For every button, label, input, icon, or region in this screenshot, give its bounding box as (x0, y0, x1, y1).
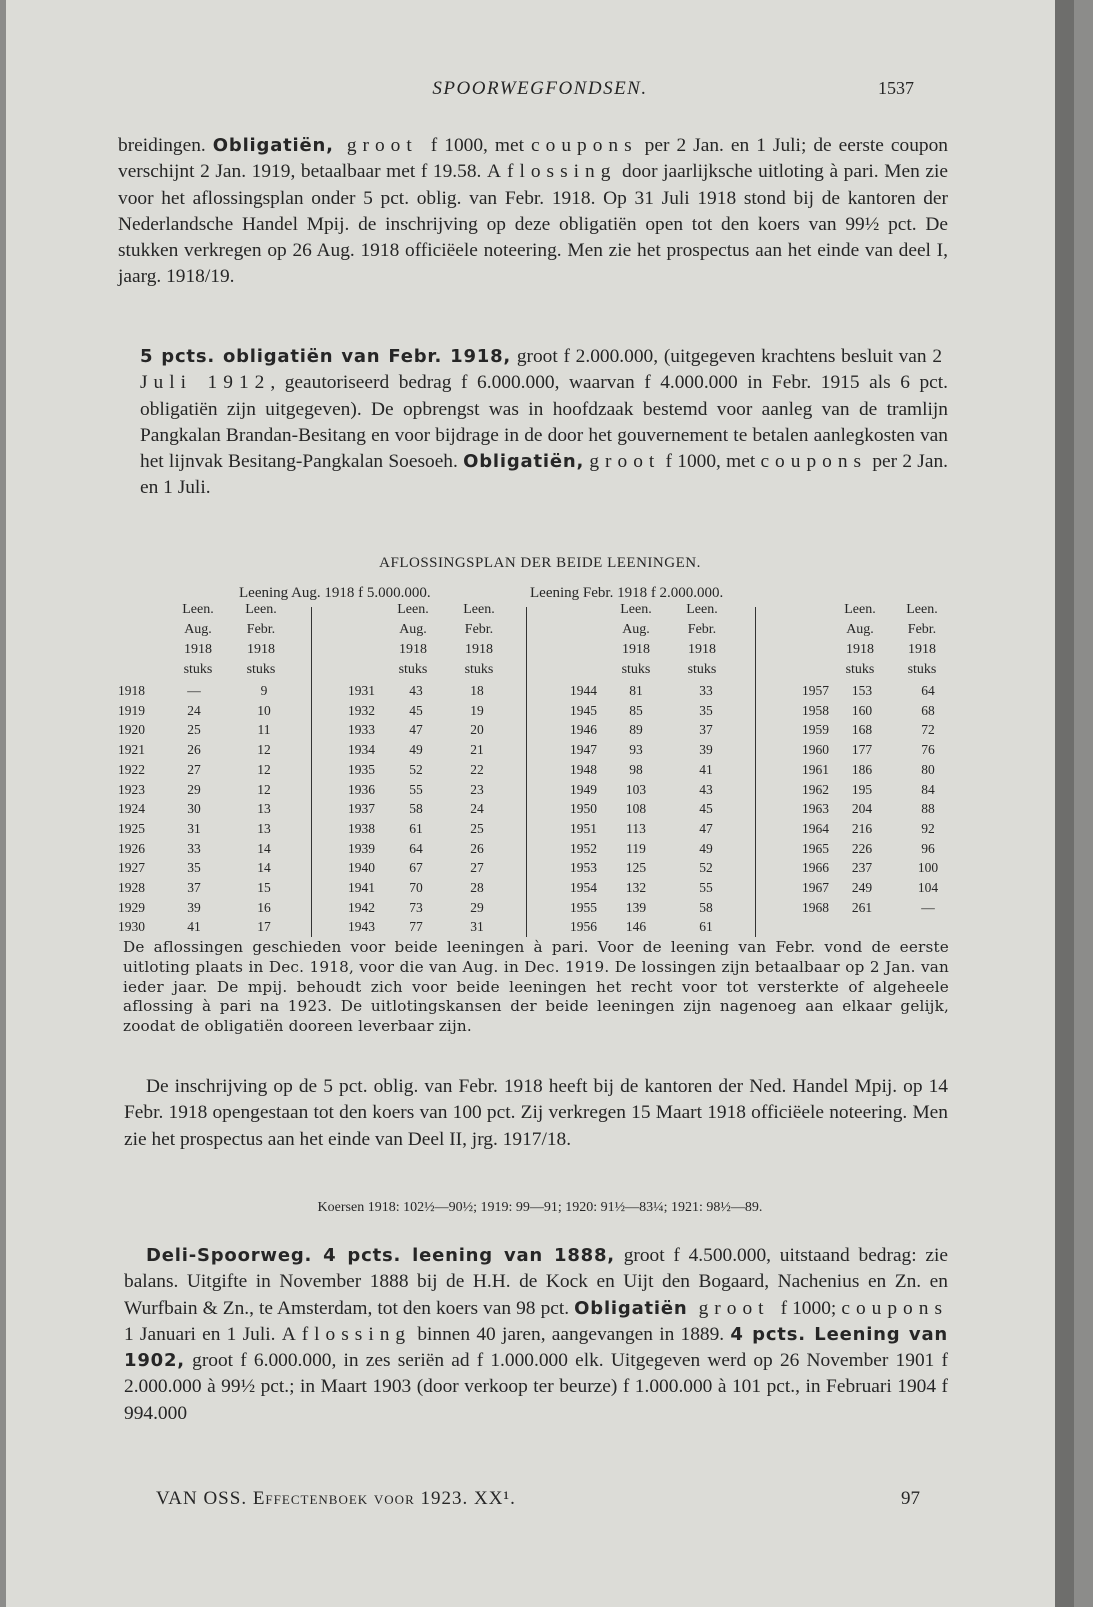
year-cell: 1935 (348, 761, 375, 777)
column-separator (755, 607, 756, 937)
aug-stuks-cell: 139 (625, 899, 647, 915)
febr-stuks-cell: 100 (917, 860, 939, 876)
febr-stuks-cell: 45 (699, 801, 713, 817)
page-edge-shadow (1055, 0, 1074, 1607)
year-cell: 1945 (570, 702, 597, 718)
aug-stuks-cell: 261 (851, 899, 873, 915)
year-cell: 1955 (570, 899, 597, 915)
aug-stuks-cell: 39 (187, 899, 201, 915)
febr-stuks-cell: 13 (257, 801, 271, 817)
aug-stuks-cell: 70 (409, 880, 423, 895)
aug-stuks-cell: 226 (851, 840, 873, 856)
aug-stuks-cell: 73 (409, 899, 423, 915)
febr-stuks-cell: 14 (257, 860, 271, 876)
aug-stuks-cell: 237 (851, 860, 873, 876)
aug-stuks-cell: 195 (851, 781, 873, 797)
page-number: 1537 (878, 78, 914, 98)
year-cell: 1944 (570, 683, 597, 698)
paragraph-deli-spoorweg: Deli-Spoorweg. 4 pcts. leening van 1888, groot f 4.500.000, uitstaand bedrag: zie balans. Uitgifte in November 1888 bij de H.H. de Kock en Uijt den Bogaard, Nachenius en Zn. en Wurfbain & Zn., te Amsterdam, tot den koers van 98 pct. Obligatiën groot f 1000; coupons 1 Januari en 1 Juli. Aflossing binnen 40 jaren, aangevangen in 1889. 4 pcts. Leening van 1902, groot f 6.000.000, in zes seriën ad f 1.000.000 elk. Uitgegeven werd op 26 November 1901 f 2.000.000 à 99½ pct.; in Maart 1903 (door verkoop ter beurze) f 1.000.000 à 101 pct., in Februari 1904 f 994.000 (124, 1245, 949, 1424)
aug-stuks-cell: 177 (851, 742, 873, 758)
year-cell: 1924 (118, 801, 145, 817)
footer-source: VAN OSS. Effectenboek voor 1923. XX¹. (156, 1488, 516, 1509)
year-cell: 1919 (118, 702, 145, 718)
aug-stuks-cell: 41 (187, 919, 201, 935)
aug-stuks-cell: 216 (851, 820, 873, 836)
year-cell: 1963 (802, 801, 829, 817)
febr-stuks-cell: 11 (257, 722, 271, 738)
year-cell: 1941 (348, 880, 375, 895)
febr-stuks-cell: 27 (470, 860, 484, 876)
year-cell: 1920 (118, 722, 145, 738)
febr-stuks-cell: 31 (470, 919, 484, 935)
febr-stuks-cell: 64 (921, 683, 935, 698)
aug-stuks-cell: 108 (625, 801, 647, 817)
year-cell: 1934 (348, 742, 375, 758)
aug-stuks-cell: 26 (187, 742, 201, 758)
febr-stuks-cell: 37 (699, 722, 713, 738)
febr-stuks-cell: 92 (921, 820, 935, 836)
year-cell: 1939 (348, 840, 375, 856)
year-cell: 1952 (570, 840, 597, 856)
febr-stuks-cell: 68 (921, 702, 935, 718)
aug-stuks-cell: 103 (625, 781, 647, 797)
running-header: SPOORWEGFONDSEN. (432, 78, 648, 99)
aug-stuks-cell: 77 (409, 919, 423, 935)
febr-stuks-cell: 61 (699, 919, 713, 935)
year-cell: 1926 (118, 840, 145, 856)
koersen-line: Koersen 1918: 102½—90½; 1919: 99—91; 1920: 91½—83¼; 1921: 98½—89. (317, 1200, 763, 1215)
aug-stuks-cell: 119 (626, 840, 646, 856)
year-cell: 1949 (570, 781, 597, 797)
aug-stuks-cell: 98 (629, 761, 643, 777)
febr-stuks-cell: 16 (257, 899, 271, 915)
header-febr-col: Leen. Febr. 1918 stuks (686, 602, 718, 677)
febr-stuks-cell: 41 (699, 761, 713, 777)
febr-stuks-cell: 72 (921, 722, 935, 738)
year-cell: 1946 (570, 722, 597, 738)
aug-stuks-cell: 125 (625, 860, 647, 876)
year-cell: 1925 (118, 820, 145, 836)
aug-stuks-cell: 160 (851, 702, 873, 718)
febr-stuks-cell: 80 (921, 761, 935, 777)
year-cell: 1938 (348, 820, 375, 836)
year-cell: 1929 (118, 899, 145, 915)
year-cell: 1922 (118, 761, 145, 777)
year-cell: 1967 (802, 880, 829, 895)
year-cell: 1951 (570, 820, 597, 836)
year-cell: 1923 (118, 781, 145, 797)
aug-stuks-cell: 33 (187, 840, 201, 856)
year-cell: 1957 (802, 683, 829, 698)
aug-stuks-cell: 47 (409, 722, 423, 738)
footer-page-number: 97 (901, 1488, 920, 1509)
aug-stuks-cell: 89 (629, 722, 643, 738)
aug-stuks-cell: 113 (626, 820, 646, 836)
year-cell: 1940 (348, 860, 375, 876)
aug-stuks-cell: 132 (625, 880, 647, 895)
year-cell: 1968 (802, 899, 829, 915)
aug-stuks-cell: 249 (851, 880, 873, 895)
aug-stuks-cell: 45 (409, 702, 423, 718)
febr-stuks-cell: 55 (699, 880, 713, 895)
febr-stuks-cell: — (921, 899, 935, 915)
year-cell: 1960 (802, 742, 829, 758)
year-cell: 1930 (118, 919, 145, 935)
header-aug-col: Leen. Aug. 1918 stuks (620, 602, 652, 677)
febr-stuks-cell: 13 (257, 820, 271, 836)
year-cell: 1937 (348, 801, 375, 817)
year-cell: 1954 (570, 880, 597, 895)
column-separator (311, 607, 312, 937)
year-cell: 1964 (802, 820, 829, 836)
year-cell: 1965 (802, 840, 829, 856)
febr-stuks-cell: 25 (470, 820, 484, 836)
column-separator (526, 607, 527, 937)
table-title: AFLOSSINGSPLAN DER BEIDE LEENINGEN. (379, 555, 701, 571)
febr-stuks-cell: 76 (921, 742, 935, 758)
year-cell: 1950 (570, 801, 597, 817)
document-page (6, 0, 1074, 1607)
aug-stuks-cell: 27 (187, 761, 201, 777)
aug-stuks-cell: 186 (851, 761, 873, 777)
febr-stuks-cell: 10 (257, 702, 271, 718)
year-cell: 1933 (348, 722, 375, 738)
aug-stuks-cell: 30 (187, 801, 201, 817)
year-cell: 1948 (570, 761, 597, 777)
year-cell: 1956 (570, 919, 597, 935)
febr-stuks-cell: 88 (921, 801, 935, 817)
header-febr-col: Leen. Febr. 1918 stuks (906, 602, 938, 677)
febr-stuks-cell: 12 (257, 761, 271, 777)
year-cell: 1921 (118, 742, 145, 758)
aug-stuks-cell: 49 (409, 742, 423, 758)
aug-stuks-cell: 204 (851, 801, 873, 817)
aug-stuks-cell: 146 (625, 919, 647, 935)
febr-stuks-cell: 23 (470, 781, 484, 797)
year-cell: 1959 (802, 722, 829, 738)
aug-stuks-cell: 67 (409, 860, 423, 876)
febr-stuks-cell: 96 (921, 840, 935, 856)
year-cell: 1932 (348, 702, 375, 718)
loan-aug-label: Leening Aug. 1918 f 5.000.000. (239, 585, 431, 601)
year-cell: 1928 (118, 880, 145, 895)
febr-stuks-cell: 29 (470, 899, 484, 915)
aug-stuks-cell: 85 (629, 702, 643, 718)
loan-febr-label: Leening Febr. 1918 f 2.000.000. (530, 585, 724, 601)
febr-stuks-cell: 9 (260, 683, 268, 698)
febr-stuks-cell: 12 (257, 742, 271, 758)
year-cell: 1936 (348, 781, 375, 797)
febr-stuks-cell: 52 (699, 860, 713, 876)
year-cell: 1918 (118, 683, 145, 698)
year-cell: 1958 (802, 702, 829, 718)
header-febr-col: Leen. Febr. 1918 stuks (463, 602, 495, 677)
paragraph-inschrijving: De inschrijving op de 5 pct. oblig. van Febr. 1918 heeft bij de kantoren der Ned. Handel Mpij. op 14 Febr. 1918 opengestaan tot den koers van 100 pct. Zij verkregen 15 Maart 1918 officiëele noteering. Men zie het prospectus aan het einde van Deel II, jrg. 1917/18. (124, 1076, 948, 1150)
aug-stuks-cell: 168 (851, 722, 873, 738)
febr-stuks-cell: 39 (699, 742, 713, 758)
febr-stuks-cell: 24 (470, 801, 484, 817)
aug-stuks-cell: 43 (409, 683, 423, 698)
aug-stuks-cell: 35 (187, 860, 201, 876)
aug-stuks-cell: 24 (187, 702, 201, 718)
febr-stuks-cell: 28 (470, 880, 484, 895)
year-cell: 1962 (802, 781, 829, 797)
header-febr-col: Leen. Febr. 1918 stuks (245, 602, 277, 677)
header-aug-col: Leen. Aug. 1918 stuks (182, 602, 214, 677)
year-cell: 1947 (570, 742, 597, 758)
febr-stuks-cell: 20 (470, 722, 484, 738)
year-cell: 1953 (570, 860, 597, 876)
aug-stuks-cell: 153 (851, 683, 873, 698)
febr-stuks-cell: 35 (699, 702, 713, 718)
febr-stuks-cell: 18 (470, 683, 484, 698)
aug-stuks-cell: 55 (409, 781, 423, 797)
aug-stuks-cell: 58 (409, 801, 423, 817)
aug-stuks-cell: 37 (187, 880, 201, 895)
year-cell: 1943 (348, 919, 375, 935)
year-cell: 1942 (348, 899, 375, 915)
aug-stuks-cell: 25 (187, 722, 201, 738)
year-cell: 1966 (802, 860, 829, 876)
aug-stuks-cell: 61 (409, 820, 423, 836)
febr-stuks-cell: 58 (699, 899, 713, 915)
febr-stuks-cell: 17 (257, 919, 271, 935)
aug-stuks-cell: 52 (409, 761, 423, 777)
table-note: De aflossingen geschieden voor beide leeningen à pari. Voor de leening van Febr. vond de eerste uitloting plaats in Dec. 1918, voor die van Aug. in Dec. 1919. De lossingen zijn betaalbaar op 2 Jan. van ieder jaar. De mpij. behoudt zich voor beide leeningen het recht voor tot versterkte of algeheele aflossing à pari na 1923. De uitlotingskansen der beide leeningen zijn nagenoeg aan elkaar gelijk, zoodat de obligatiën dooreen leverbaar zijn. (123, 938, 949, 1036)
aug-stuks-cell: 81 (629, 683, 643, 698)
febr-stuks-cell: 12 (257, 781, 271, 797)
year-cell: 1927 (118, 860, 145, 876)
aug-stuks-cell: 64 (409, 840, 423, 856)
febr-stuks-cell: 21 (470, 742, 484, 758)
aug-stuks-cell: 93 (629, 742, 643, 758)
aug-stuks-cell: 29 (187, 781, 201, 797)
febr-stuks-cell: 14 (257, 840, 271, 856)
paragraph-5pct-febr-1918: 5 pcts. obligatiën van Febr. 1918, groot f 2.000.000, (uitgegeven krachtens besluit van 2 Juli 1912, geautoriseerd bedrag f 6.000.000, waarvan f 4.000.000 in Febr. 1915 als 6 pct. obligatiën zijn uitgegeven). De opbrengst was in hoofdzaak bestemd voor aanleg van de tramlijn Pangkalan Brandan-Besitang en voor bijdrage in de door het gouvernement te betalen aanlegkosten van het lijnvak Besitang-Pangkalan Soesoeh. Obligatiën, groot f 1000, met coupons per 2 Jan. en 1 Juli. (140, 346, 949, 499)
header-aug-col: Leen. Aug. 1918 stuks (397, 602, 429, 677)
febr-stuks-cell: 33 (699, 683, 713, 698)
febr-stuks-cell: 43 (699, 781, 713, 797)
aug-stuks-cell: — (187, 683, 201, 698)
paragraph-obligations-aug: breidingen. Obligatiën, groot f 1000, met coupons per 2 Jan. en 1 Juli; de eerste coupon verschijnt 2 Jan. 1919, betaalbaar met f 19.58. Aflossing door jaarlijksche uitloting à pari. Men zie voor het aflossingsplan onder 5 pct. oblig. van Febr. 1918. Op 31 Juli 1918 stond bij de kantoren der Nederlandsche Handel Mpij. de inschrijving op deze obligatiën open tot den koers van 99½ pct. De stukken verkregen op 26 Aug. 1918 officiëele noteering. Men zie het prospectus aan het einde van deel I, jaarg. 1918/19. (118, 135, 949, 288)
year-cell: 1931 (348, 683, 375, 698)
febr-stuks-cell: 22 (470, 761, 484, 777)
febr-stuks-cell: 47 (699, 820, 713, 836)
febr-stuks-cell: 84 (921, 781, 935, 797)
febr-stuks-cell: 104 (917, 880, 939, 895)
febr-stuks-cell: 26 (470, 840, 484, 856)
header-aug-col: Leen. Aug. 1918 stuks (844, 602, 876, 677)
febr-stuks-cell: 15 (257, 880, 271, 895)
febr-stuks-cell: 19 (470, 702, 484, 718)
aug-stuks-cell: 31 (187, 820, 201, 836)
febr-stuks-cell: 49 (699, 840, 713, 856)
year-cell: 1961 (802, 761, 829, 777)
